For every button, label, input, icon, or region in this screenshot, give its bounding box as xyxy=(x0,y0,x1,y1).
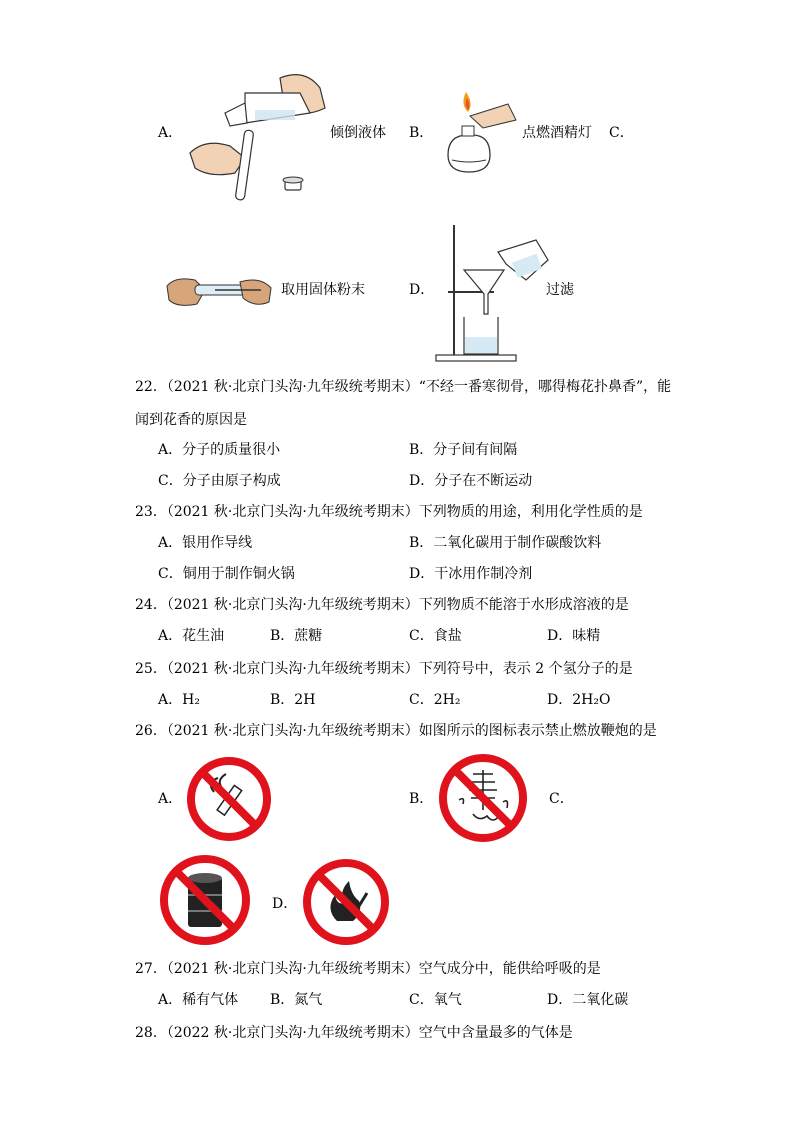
q24-option-d: D．味精 xyxy=(547,628,601,644)
q24-stem: 24．（2021 秋·北京门头沟·九年级统考期末）下列物质不能溶于水形成溶液的是 xyxy=(135,597,629,613)
option-a-letter: A． xyxy=(158,125,183,141)
q23-option-c: C．铜用于制作铜火锅 xyxy=(158,566,295,582)
q23-option-d: D．干冰用作制冷剂 xyxy=(409,566,533,582)
q23-option-a: A．银用作导线 xyxy=(158,535,253,551)
q22-option-b: B．分子间有间隔 xyxy=(409,442,518,458)
option-d-letter: D． xyxy=(409,282,435,298)
no-firecrackers-sign-icon xyxy=(437,752,529,844)
q26-option-c-letter: C． xyxy=(549,791,574,807)
no-flammable-storage-sign-icon xyxy=(158,853,253,948)
q23-option-b: B．二氧化碳用于制作碳酸饮料 xyxy=(409,535,602,551)
q26-option-b-letter: B． xyxy=(409,791,434,807)
pouring-liquid-illustration xyxy=(185,68,330,208)
q24-option-a: A．花生油 xyxy=(158,628,225,644)
q25-option-a: A．H₂ xyxy=(158,692,200,708)
q27-option-d: D．二氧化碳 xyxy=(547,992,629,1008)
option-c-label: 取用固体粉末 xyxy=(281,282,365,298)
q24-option-b: B．蔗糖 xyxy=(270,628,323,644)
q25-option-b: B．2H xyxy=(270,692,316,708)
option-b-label: 点燃酒精灯 xyxy=(522,125,592,141)
q23-stem: 23．（2021 秋·北京门头沟·九年级统考期末）下列物质的用途，利用化学性质的是 xyxy=(135,504,643,520)
q26-stem: 26．（2021 秋·北京门头沟·九年级统考期末）如图所示的图标表示禁止燃放鞭炮的是 xyxy=(135,723,657,739)
q27-option-c: C．氧气 xyxy=(409,992,462,1008)
taking-solid-powder-illustration xyxy=(165,268,275,313)
option-c-letter: C． xyxy=(609,125,634,141)
q28-stem: 28．（2022 秋·北京门头沟·九年级统考期末）空气中含量最多的气体是 xyxy=(135,1025,573,1041)
no-smoking-sign-icon xyxy=(186,756,272,842)
q22-option-d: D．分子在不断运动 xyxy=(409,473,533,489)
q27-stem: 27．（2021 秋·北京门头沟·九年级统考期末）空气成分中，能供给呼吸的是 xyxy=(135,961,601,977)
q22-stem-cont: 闻到花香的原因是 xyxy=(135,412,247,428)
q27-option-a: A．稀有气体 xyxy=(158,992,239,1008)
q25-stem: 25．（2021 秋·北京门头沟·九年级统考期末）下列符号中，表示 2 个氢分子的是 xyxy=(135,661,633,677)
option-a-label: 倾倒液体 xyxy=(330,125,386,141)
option-b-letter: B． xyxy=(409,125,434,141)
q25-option-c: C．2H₂ xyxy=(409,692,461,708)
q26-option-a-letter: A． xyxy=(158,791,183,807)
q27-option-b: B．氮气 xyxy=(270,992,323,1008)
lighting-alcohol-lamp-illustration xyxy=(438,90,520,180)
q22-option-c: C．分子由原子构成 xyxy=(158,473,281,489)
q26-option-d-letter: D． xyxy=(272,896,298,912)
filtration-illustration xyxy=(436,222,551,362)
no-open-flame-sign-icon xyxy=(301,857,391,947)
q22-option-a: A．分子的质量很小 xyxy=(158,442,281,458)
option-d-label: 过滤 xyxy=(546,282,574,298)
q24-option-c: C．食盐 xyxy=(409,628,462,644)
q22-stem: 22．（2021 秋·北京门头沟·九年级统考期末）“不经一番寒彻骨，哪得梅花扑鼻香”，能 xyxy=(135,379,672,395)
q25-option-d: D．2H₂O xyxy=(547,692,611,708)
